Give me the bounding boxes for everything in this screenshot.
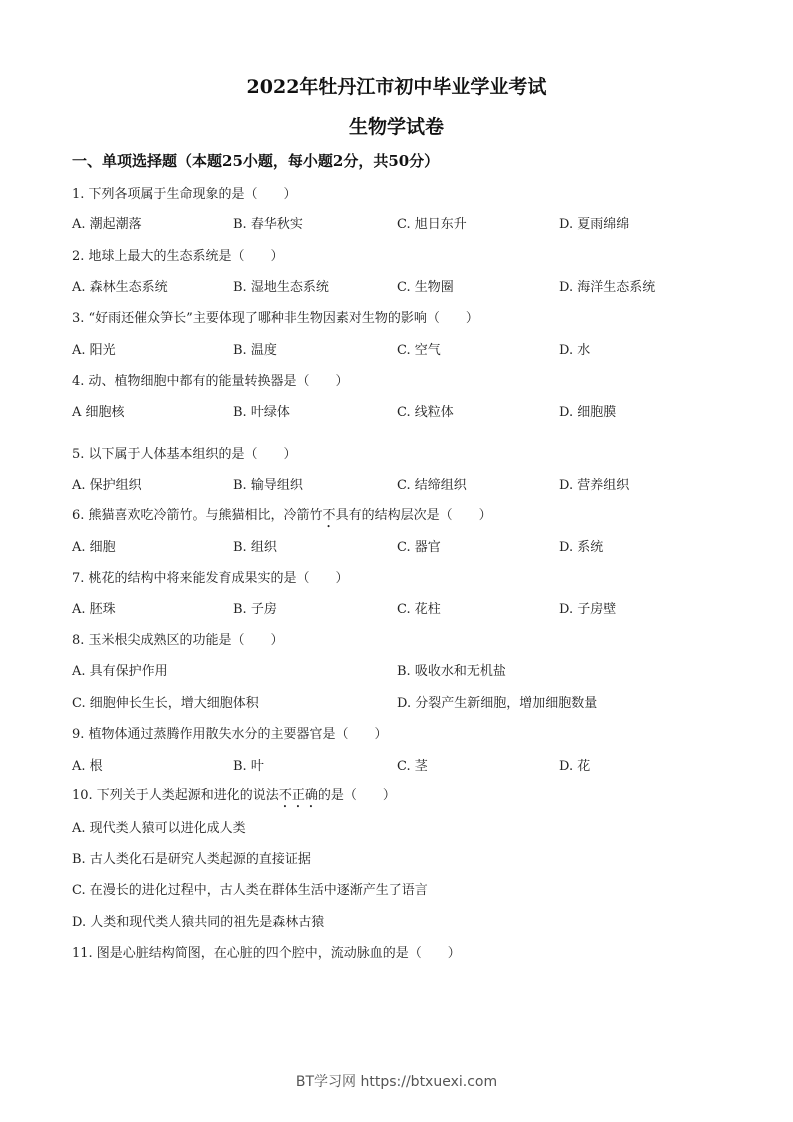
q3-option-a: A. 阳光 — [72, 343, 116, 358]
question-2-stem: 2. 地球上最大的生态系统是（ ） — [72, 249, 284, 264]
q2-option-d: D. 海洋生态系统 — [559, 280, 656, 295]
q1-option-d: D. 夏雨绵绵 — [559, 217, 630, 232]
question-10-stem — [72, 784, 396, 811]
question-9-stem: 9. 植物体通过蒸腾作用散失水分的主要器官是（ ） — [72, 727, 388, 742]
q10-option-b: B. 古人类化石是研究人类起源的直接证据 — [72, 852, 311, 867]
section-heading: 一、单项选择题（本题25小题，每小题2分，共50分） — [72, 152, 440, 170]
q5-option-a: A. 保护组织 — [72, 478, 142, 493]
question-11-stem: 11. 图是心脏结构简图，在心脏的四个腔中，流动脉血的是（ ） — [72, 946, 461, 961]
q1-option-a: A. 潮起潮落 — [72, 217, 142, 232]
stem-text: 10. 下列关于人类起源和进化的说法 — [72, 788, 279, 803]
q9-option-a: A. 根 — [72, 759, 103, 774]
question-5-stem: 5. 以下属于人体基本组织的是（ ） — [72, 447, 297, 462]
q6-option-d: D. 系统 — [559, 540, 604, 555]
q5-option-d: D. 营养组织 — [559, 478, 630, 493]
q2-option-c: C. 生物圈 — [397, 280, 454, 295]
q8-option-c: C. 细胞伸长生长，增大细胞体积 — [72, 696, 259, 711]
q10-option-c: C. 在漫长的进化过程中，古人类在群体生活中逐渐产生了语言 — [72, 883, 428, 898]
q10-option-d: D. 人类和现代类人猿共同的祖先是森林古猿 — [72, 915, 325, 930]
q1-option-b: B. 春华秋实 — [233, 217, 303, 232]
question-1-stem: 1. 下列各项属于生命现象的是（ ） — [72, 187, 297, 202]
q3-option-d: D. 水 — [559, 343, 591, 358]
q7-option-c: C. 花柱 — [397, 602, 441, 617]
emphasized-word: 不正确 — [278, 788, 318, 803]
emphasized-word: 不 — [322, 508, 336, 523]
q2-option-b: B. 湿地生态系统 — [233, 280, 329, 295]
stem-text: 6. 熊猫喜欢吃冷箭竹。与熊猫相比，冷箭竹 — [72, 508, 323, 523]
q4-option-d: D. 细胞膜 — [559, 405, 617, 420]
q3-option-b: B. 温度 — [233, 343, 277, 358]
q3-option-c: C. 空气 — [397, 343, 441, 358]
q8-option-a: A. 具有保护作用 — [72, 664, 168, 679]
q6-option-b: B. 组织 — [233, 540, 277, 555]
q5-option-b: B. 输导组织 — [233, 478, 303, 493]
q10-option-a: A. 现代类人猿可以进化成人类 — [72, 821, 246, 836]
stem-text: 的是（ ） — [317, 788, 396, 803]
q7-option-a: A. 胚珠 — [72, 602, 116, 617]
q1-option-c: C. 旭日东升 — [397, 217, 467, 232]
q4-option-a: A 细胞核 — [72, 405, 125, 420]
q2-option-a: A. 森林生态系统 — [72, 280, 168, 295]
q7-option-d: D. 子房壁 — [559, 602, 617, 617]
q5-option-c: C. 结缔组织 — [397, 478, 467, 493]
exam-subtitle: 生物学试卷 — [348, 116, 444, 138]
q9-option-c: C. 茎 — [397, 759, 428, 774]
question-6-stem — [72, 504, 492, 531]
q4-option-c: C. 线粒体 — [397, 405, 454, 420]
question-4-stem: 4. 动、植物细胞中都有的能量转换器是（ ） — [72, 374, 349, 389]
q9-option-b: B. 叶 — [233, 759, 264, 774]
q8-option-b: B. 吸收水和无机盐 — [397, 664, 506, 679]
q7-option-b: B. 子房 — [233, 602, 277, 617]
exam-title: 2022年牡丹江市初中毕业学业考试 — [246, 76, 547, 98]
question-3-stem: 3. “好雨还催众笋长”主要体现了哪种非生物因素对生物的影响（ ） — [72, 311, 479, 326]
q8-option-d: D. 分裂产生新细胞，增加细胞数量 — [397, 696, 598, 711]
stem-text: 具有的结构层次是（ ） — [335, 508, 492, 523]
q6-option-a: A. 细胞 — [72, 540, 116, 555]
question-8-stem: 8. 玉米根尖成熟区的功能是（ ） — [72, 633, 284, 648]
question-7-stem: 7. 桃花的结构中将来能发育成果实的是（ ） — [72, 571, 349, 586]
watermark-footer: BT学习网 https://btxuexi.com — [295, 1074, 498, 1090]
q6-option-c: C. 器官 — [397, 540, 441, 555]
q9-option-d: D. 花 — [559, 759, 591, 774]
q4-option-b: B. 叶绿体 — [233, 405, 290, 420]
